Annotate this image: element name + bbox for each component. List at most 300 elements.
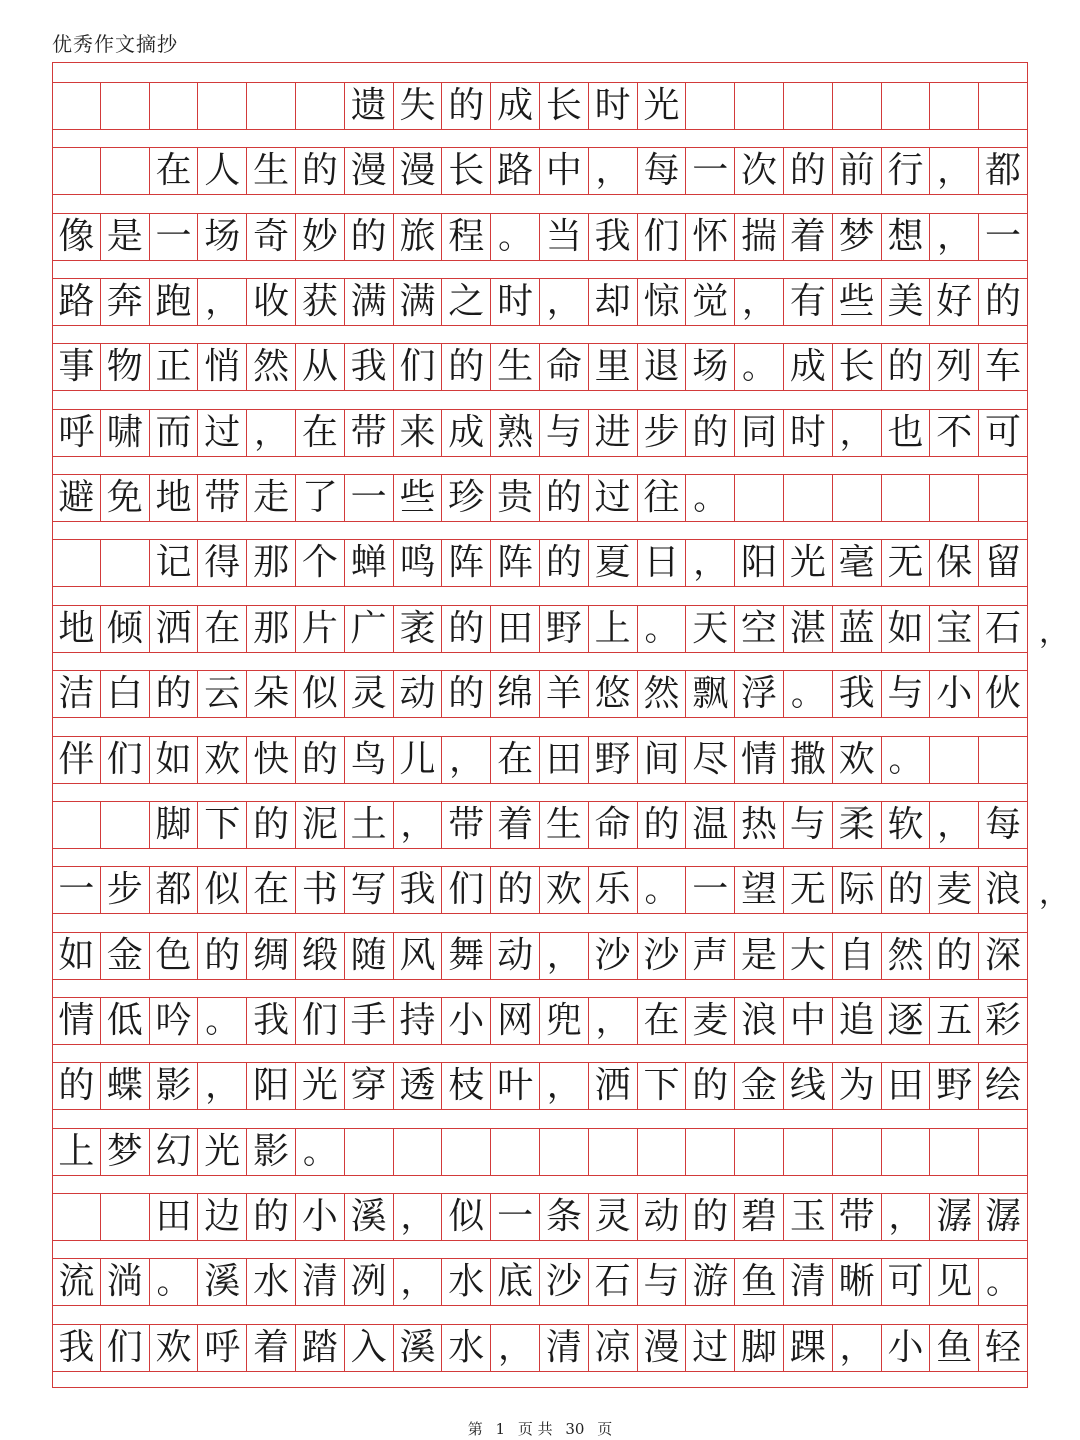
grid-cell: 麦 (686, 998, 735, 1044)
grid-cell: 鱼 (735, 1259, 784, 1305)
grid-cell: 们 (638, 214, 687, 260)
grid-cell: 成 (784, 344, 833, 390)
grid-cell: 奔 (101, 279, 150, 325)
grid-cell: 光 (638, 83, 687, 129)
grid-cell: 呼 (198, 1325, 247, 1371)
grid-cell: 轻 (979, 1325, 1028, 1371)
grid-cell: 灵 (345, 671, 394, 717)
page-footer (0, 1418, 1080, 1439)
grid-cell (686, 83, 735, 129)
grid-cell (930, 475, 979, 521)
grid-cell: ， (882, 1194, 931, 1240)
grid-cell: 与 (540, 410, 589, 456)
grid-cell: 清 (784, 1259, 833, 1305)
grid-cell: 伴 (52, 737, 101, 783)
grid-row (52, 539, 1028, 587)
grid-cell: 长 (833, 344, 882, 390)
grid-cell: 贵 (491, 475, 540, 521)
grid-cell: 从 (296, 344, 345, 390)
grid-cell: 物 (101, 344, 150, 390)
grid-row (52, 932, 1028, 980)
grid-cell: 逐 (882, 998, 931, 1044)
grid-cell: 们 (442, 867, 491, 913)
grid-cell: 淌 (101, 1259, 150, 1305)
footer-page-number: 1 (495, 1420, 506, 1438)
grid-cell: 阵 (491, 540, 540, 586)
grid-cell: 然 (882, 933, 931, 979)
grid-cell: 无 (882, 540, 931, 586)
grid-cell: 浪 (735, 998, 784, 1044)
grid-cell: 带 (198, 475, 247, 521)
grid-cell: 退 (638, 344, 687, 390)
grid-cell: ， (589, 148, 638, 194)
grid-cell: 惊 (638, 279, 687, 325)
grid-cell: 夏 (589, 540, 638, 586)
grid-cell: 野 (540, 606, 589, 652)
grid-cell: 追 (833, 998, 882, 1044)
grid-cell: 的 (882, 344, 931, 390)
grid-cell: 撒 (784, 737, 833, 783)
grid-cell: 往 (638, 475, 687, 521)
grid-cell: 线 (784, 1063, 833, 1109)
grid-cell: 一 (979, 214, 1028, 260)
grid-cell: 过 (686, 1325, 735, 1371)
grid-cell: 书 (296, 867, 345, 913)
grid-cell: 光 (296, 1063, 345, 1109)
grid-cell: 情 (52, 998, 101, 1044)
grid-cell: 碧 (735, 1194, 784, 1240)
grid-cell: 小 (930, 671, 979, 717)
grid-cell: 的 (930, 933, 979, 979)
grid-cell: 大 (784, 933, 833, 979)
grid-cell: 而 (150, 410, 199, 456)
grid-cell: ， (930, 802, 979, 848)
grid-cell: 声 (686, 933, 735, 979)
grid-cell: 些 (833, 279, 882, 325)
grid-cell: 遗 (345, 83, 394, 129)
grid-row (52, 1193, 1028, 1241)
grid-cell: 过 (589, 475, 638, 521)
grid-cell: 的 (296, 737, 345, 783)
grid-cell: 小 (882, 1325, 931, 1371)
grid-cell: 飘 (686, 671, 735, 717)
grid-cell: 些 (394, 475, 443, 521)
grid-cell: 时 (589, 83, 638, 129)
grid-cell: 沙 (540, 1259, 589, 1305)
grid-row (52, 1062, 1028, 1110)
grid-cell: 彩 (979, 998, 1028, 1044)
grid-cell: 动 (491, 933, 540, 979)
grid-cell: 动 (394, 671, 443, 717)
grid-cell: 枝 (442, 1063, 491, 1109)
grid-cell: 幻 (150, 1129, 199, 1175)
grid-cell: 似 (296, 671, 345, 717)
grid-cell: 似 (198, 867, 247, 913)
grid-cell: 避 (52, 475, 101, 521)
grid-cell: 长 (540, 83, 589, 129)
grid-cell: 宝 (930, 606, 979, 652)
grid-cell: 小 (442, 998, 491, 1044)
grid-cell: 蝶 (101, 1063, 150, 1109)
grid-cell: 留 (979, 540, 1028, 586)
grid-cell: 次 (735, 148, 784, 194)
grid-cell: 的 (247, 1194, 296, 1240)
grid-cell: 倾 (101, 606, 150, 652)
grid-cell: 如 (150, 737, 199, 783)
grid-cell: 叶 (491, 1063, 540, 1109)
grid-cell: 然 (638, 671, 687, 717)
grid-cell: 也 (882, 410, 931, 456)
grid-row (52, 866, 1028, 914)
grid-cell: 阳 (735, 540, 784, 586)
grid-cell: 与 (882, 671, 931, 717)
grid-cell: 一 (345, 475, 394, 521)
grid-cell: 好 (930, 279, 979, 325)
grid-cell: 风 (394, 933, 443, 979)
margin-punctuation: ， (1039, 614, 1069, 650)
grid-cell: 绘 (979, 1063, 1028, 1109)
grid-cell (784, 1129, 833, 1175)
grid-cell: 欢 (833, 737, 882, 783)
grid-cell (833, 475, 882, 521)
grid-cell: 是 (101, 214, 150, 260)
grid-cell (52, 83, 101, 129)
grid-cell: 生 (491, 344, 540, 390)
grid-cell (979, 737, 1028, 783)
grid-cell (882, 475, 931, 521)
grid-row (52, 670, 1028, 718)
grid-cell: 凉 (589, 1325, 638, 1371)
grid-row (52, 605, 1028, 653)
grid-cell: 着 (784, 214, 833, 260)
grid-cell: 乐 (589, 867, 638, 913)
grid-cell: 场 (198, 214, 247, 260)
grid-cell: 。 (638, 606, 687, 652)
grid-cell (247, 83, 296, 129)
grid-cell: 长 (442, 148, 491, 194)
grid-cell: 的 (442, 344, 491, 390)
grid-cell: 的 (686, 410, 735, 456)
grid-cell: 蝉 (345, 540, 394, 586)
grid-cell: 低 (101, 998, 150, 1044)
grid-cell: 个 (296, 540, 345, 586)
grid-cell: 鸣 (394, 540, 443, 586)
grid-cell: 五 (930, 998, 979, 1044)
grid-cell: 一 (686, 867, 735, 913)
grid-cell: 是 (735, 933, 784, 979)
grid-cell: 缎 (296, 933, 345, 979)
grid-cell: 鱼 (930, 1325, 979, 1371)
grid-cell: 带 (345, 410, 394, 456)
grid-cell: 云 (198, 671, 247, 717)
grid-cell (833, 83, 882, 129)
grid-cell: 穿 (345, 1063, 394, 1109)
grid-cell: 。 (491, 214, 540, 260)
grid-cell: 片 (296, 606, 345, 652)
grid-cell: 命 (540, 344, 589, 390)
grid-cell (882, 83, 931, 129)
grid-cell: 空 (735, 606, 784, 652)
grid-cell: 。 (735, 344, 784, 390)
grid-cell: ， (540, 279, 589, 325)
grid-cell: 光 (198, 1129, 247, 1175)
grid-cell: 之 (442, 279, 491, 325)
grid-cell: 洁 (52, 671, 101, 717)
grid-cell: 当 (540, 214, 589, 260)
grid-cell: 收 (247, 279, 296, 325)
grid-cell: 野 (589, 737, 638, 783)
grid-cell: 获 (296, 279, 345, 325)
grid-cell: 水 (442, 1259, 491, 1305)
grid-row (52, 82, 1028, 130)
grid-cell: 地 (52, 606, 101, 652)
grid-cell: 的 (686, 1194, 735, 1240)
grid-cell (101, 540, 150, 586)
grid-cell: 漫 (638, 1325, 687, 1371)
grid-cell (101, 1194, 150, 1240)
grid-cell: 步 (638, 410, 687, 456)
grid-cell: 洒 (589, 1063, 638, 1109)
grid-cell: 们 (296, 998, 345, 1044)
grid-cell: 的 (540, 475, 589, 521)
grid-cell: 成 (491, 83, 540, 129)
grid-cell: 生 (540, 802, 589, 848)
grid-cell: 溪 (198, 1259, 247, 1305)
grid-cell (638, 1129, 687, 1175)
grid-cell: 得 (198, 540, 247, 586)
grid-cell: 尽 (686, 737, 735, 783)
grid-cell: 的 (52, 1063, 101, 1109)
grid-cell: 漫 (394, 148, 443, 194)
grid-cell: 水 (247, 1259, 296, 1305)
grid-cell: 觉 (686, 279, 735, 325)
grid-cell: 们 (394, 344, 443, 390)
grid-cell: 鸟 (345, 737, 394, 783)
grid-cell: 儿 (394, 737, 443, 783)
grid-cell: 湛 (784, 606, 833, 652)
grid-cell: 我 (589, 214, 638, 260)
grid-cell: 路 (491, 148, 540, 194)
grid-cell: 的 (296, 148, 345, 194)
footer-prefix: 第 (467, 1420, 483, 1438)
grid-row (52, 474, 1028, 522)
grid-cell: 脚 (150, 802, 199, 848)
grid-cell: 时 (784, 410, 833, 456)
grid-cell: 怀 (686, 214, 735, 260)
grid-cell: 阳 (247, 1063, 296, 1109)
grid-row (52, 801, 1028, 849)
grid-cell: 生 (247, 148, 296, 194)
grid-cell: 底 (491, 1259, 540, 1305)
grid-cell (52, 802, 101, 848)
grid-cell: 。 (296, 1129, 345, 1175)
grid-cell: 人 (198, 148, 247, 194)
grid-cell: 的 (198, 933, 247, 979)
grid-cell (735, 1129, 784, 1175)
grid-cell (52, 148, 101, 194)
grid-cell: 在 (247, 867, 296, 913)
grid-cell (833, 1129, 882, 1175)
grid-cell: 旅 (394, 214, 443, 260)
grid-cell: 入 (345, 1325, 394, 1371)
grid-cell: 阵 (442, 540, 491, 586)
grid-cell (101, 802, 150, 848)
grid-row (52, 409, 1028, 457)
grid-cell: 悄 (198, 344, 247, 390)
grid-cell: 不 (930, 410, 979, 456)
grid-cell: 中 (540, 148, 589, 194)
grid-cell: 晰 (833, 1259, 882, 1305)
grid-cell: 伙 (979, 671, 1028, 717)
grid-cell: 网 (491, 998, 540, 1044)
grid-cell: 。 (686, 475, 735, 521)
grid-row (52, 343, 1028, 391)
grid-cell: 命 (589, 802, 638, 848)
grid-cell: 漫 (345, 148, 394, 194)
grid-cell: 那 (247, 540, 296, 586)
grid-cell: 绵 (491, 671, 540, 717)
grid-cell: 熟 (491, 410, 540, 456)
grid-cell: 随 (345, 933, 394, 979)
grid-cell: ， (198, 1063, 247, 1109)
grid-cell: 我 (345, 344, 394, 390)
grid-cell: 蓝 (833, 606, 882, 652)
grid-cell: 啸 (101, 410, 150, 456)
grid-cell (540, 1129, 589, 1175)
grid-cell: 羊 (540, 671, 589, 717)
grid-cell: 的 (345, 214, 394, 260)
grid-cell: 热 (735, 802, 784, 848)
grid-cell: 的 (686, 1063, 735, 1109)
grid-cell: ， (394, 802, 443, 848)
grid-row (52, 213, 1028, 261)
grid-cell: 如 (52, 933, 101, 979)
grid-cell: 都 (979, 148, 1028, 194)
grid-cell: 为 (833, 1063, 882, 1109)
grid-cell: 的 (247, 802, 296, 848)
grid-cell: 下 (198, 802, 247, 848)
grid-cell: 里 (589, 344, 638, 390)
grid-cell: 记 (150, 540, 199, 586)
grid-cell: 都 (150, 867, 199, 913)
grid-cell: 的 (491, 867, 540, 913)
grid-cell: 麦 (930, 867, 979, 913)
grid-cell: 白 (101, 671, 150, 717)
grid-cell: 。 (638, 867, 687, 913)
grid-cell: 见 (930, 1259, 979, 1305)
grid-cell: 。 (150, 1259, 199, 1305)
grid-cell: 成 (442, 410, 491, 456)
grid-cell (784, 475, 833, 521)
grid-cell: ， (930, 214, 979, 260)
grid-cell (735, 475, 784, 521)
grid-cell: 。 (198, 998, 247, 1044)
grid-cell: 。 (882, 737, 931, 783)
grid-cell: 欢 (540, 867, 589, 913)
grid-cell: ， (247, 410, 296, 456)
grid-cell: 潺 (930, 1194, 979, 1240)
grid-cell: 我 (833, 671, 882, 717)
grid-cell: 走 (247, 475, 296, 521)
grid-cell: 。 (979, 1259, 1028, 1305)
grid-cell: 在 (638, 998, 687, 1044)
grid-cell: 的 (638, 802, 687, 848)
grid-cell: 呼 (52, 410, 101, 456)
margin-punctuation: ， (1039, 876, 1069, 912)
grid-cell: 泥 (296, 802, 345, 848)
grid-cell: 的 (540, 540, 589, 586)
grid-cell: 一 (52, 867, 101, 913)
grid-cell: 自 (833, 933, 882, 979)
footer-total-pages: 30 (565, 1420, 585, 1438)
grid-cell: 然 (247, 344, 296, 390)
grid-cell: 灵 (589, 1194, 638, 1240)
grid-cell: 边 (198, 1194, 247, 1240)
grid-cell: 来 (394, 410, 443, 456)
grid-cell: 一 (150, 214, 199, 260)
grid-cell: 奇 (247, 214, 296, 260)
grid-cell: 兜 (540, 998, 589, 1044)
grid-cell: 带 (442, 802, 491, 848)
grid-cell: ， (930, 148, 979, 194)
grid-cell: 保 (930, 540, 979, 586)
grid-cell: 朵 (247, 671, 296, 717)
grid-cell: 田 (882, 1063, 931, 1109)
grid-cell: 田 (540, 737, 589, 783)
grid-row (52, 1258, 1028, 1306)
grid-cell (686, 1129, 735, 1175)
grid-cell (442, 1129, 491, 1175)
grid-cell: 清 (540, 1325, 589, 1371)
grid-cell: 车 (979, 344, 1028, 390)
grid-cell: 似 (442, 1194, 491, 1240)
grid-cell: ， (394, 1259, 443, 1305)
grid-cell: 的 (442, 606, 491, 652)
grid-cell: 每 (979, 802, 1028, 848)
grid-cell: 沙 (638, 933, 687, 979)
grid-cell: 那 (247, 606, 296, 652)
grid-cell: 透 (394, 1063, 443, 1109)
grid-cell (52, 1194, 101, 1240)
grid-cell: 满 (394, 279, 443, 325)
grid-cell: 袤 (394, 606, 443, 652)
grid-cell: 与 (784, 802, 833, 848)
grid-cell: 同 (735, 410, 784, 456)
grid-cell: 条 (540, 1194, 589, 1240)
grid-cell: 跑 (150, 279, 199, 325)
grid-row (52, 997, 1028, 1045)
grid-cell: 列 (930, 344, 979, 390)
grid-cell: 带 (833, 1194, 882, 1240)
grid-cell: 的 (442, 671, 491, 717)
grid-cell: 步 (101, 867, 150, 913)
grid-cell: 在 (296, 410, 345, 456)
grid-cell: 过 (198, 410, 247, 456)
grid-cell: 在 (198, 606, 247, 652)
grid-cell (979, 475, 1028, 521)
grid-cell: 金 (735, 1063, 784, 1109)
grid-cell: 正 (150, 344, 199, 390)
grid-cell (930, 83, 979, 129)
grid-cell: 珍 (442, 475, 491, 521)
grid-cell: ， (735, 279, 784, 325)
grid-cell: 路 (52, 279, 101, 325)
grid-cell: 绸 (247, 933, 296, 979)
grid-cell (930, 737, 979, 783)
grid-cell: 际 (833, 867, 882, 913)
grid-cell (150, 83, 199, 129)
grid-cell: 下 (638, 1063, 687, 1109)
